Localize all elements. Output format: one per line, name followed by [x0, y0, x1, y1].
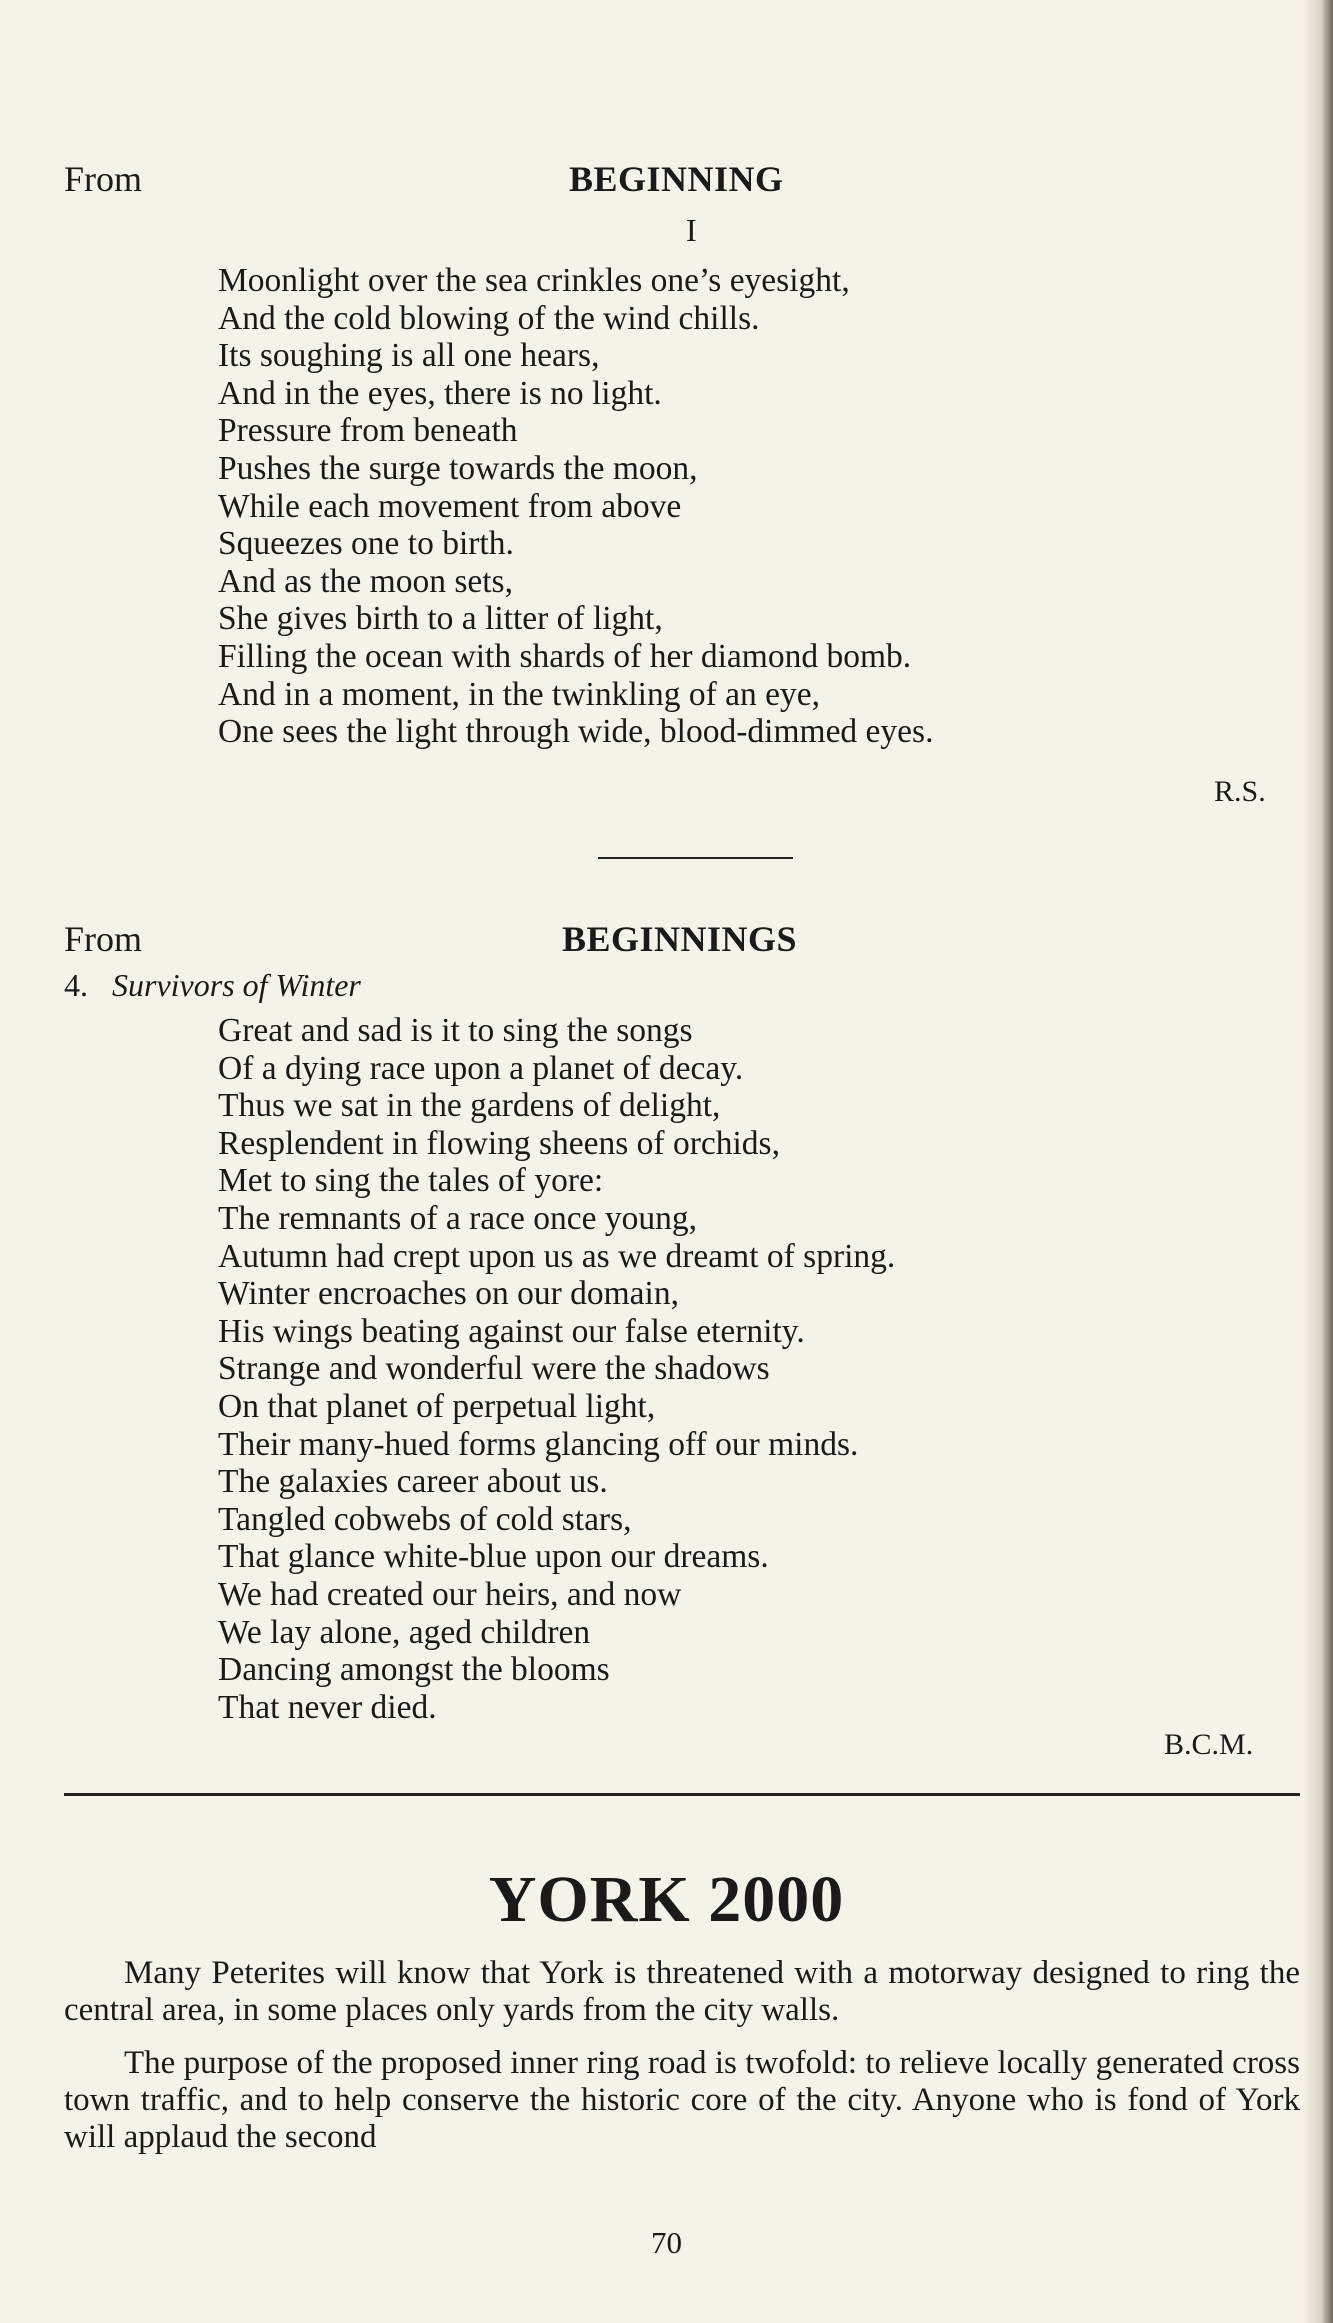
page-binding-shadow: [1303, 0, 1333, 2323]
poem-line: Moonlight over the sea crinkles one’s eyesight,: [218, 262, 850, 299]
poem1-author-initials: R.S.: [1214, 775, 1266, 808]
poem-line: Pushes the surge towards the moon,: [218, 449, 698, 487]
poem-line: On that planet of perpetual light,: [218, 1387, 656, 1425]
article-heading: YORK 2000: [488, 1863, 845, 1936]
poem2-title: BEGINNINGS: [562, 919, 798, 959]
poem-line: Its soughing is all one hears,: [218, 337, 600, 375]
poem-line: Great and sad is it to sing the songs: [218, 1012, 693, 1049]
poem2-section-title: Survivors of Winter: [112, 967, 361, 1003]
poem-line: She gives birth to a litter of light,: [218, 600, 663, 638]
poem2-from-label: From: [64, 919, 143, 959]
page-number: 70: [651, 2225, 682, 2260]
poem-line: That glance white-blue upon our dreams.: [218, 1538, 769, 1576]
poem-line: Pressure from beneath: [218, 412, 518, 450]
poem-line: We had created our heirs, and now: [218, 1575, 682, 1613]
poem-line: The galaxies career about us.: [218, 1463, 608, 1501]
poem-line: Autumn had crept upon us as we dreamt of spring.: [218, 1237, 896, 1275]
poem-line: Their many-hued forms glancing off our minds.: [218, 1425, 859, 1463]
poem2-section-heading: [64, 967, 361, 1004]
poem2-author-initials: B.C.M.: [1164, 1728, 1254, 1761]
poem-line: While each movement from above: [218, 487, 682, 525]
poem1-part-numeral: I: [686, 212, 697, 248]
poem-line: And in the eyes, there is no light.: [218, 374, 662, 412]
poem-line: One sees the light through wide, blood-dimmed eyes.: [218, 713, 934, 751]
poem-line: The remnants of a race once young,: [218, 1199, 698, 1237]
poem1-body: [218, 262, 933, 751]
article-body: [64, 1955, 1300, 2156]
poem-line: Of a dying race upon a planet of decay.: [218, 1049, 744, 1087]
section-divider: [598, 857, 793, 859]
poem1-from-label: From: [64, 159, 143, 199]
poem-line: Winter encroaches on our domain,: [218, 1275, 679, 1313]
poem-line: Squeezes one to birth.: [218, 525, 514, 563]
poem-line: And the cold blowing of the wind chills.: [218, 299, 760, 337]
poem-line: Dancing amongst the blooms: [218, 1651, 610, 1689]
poem-line: Strange and wonderful were the shadows: [218, 1350, 770, 1388]
poem-line: That never died.: [218, 1688, 437, 1726]
poem2-body: [218, 1012, 895, 1726]
article-paragraph: Many Peterites will know that York is threatened with a motorway designed to ring the central area, in some places only yards from the city walls.: [64, 1955, 1300, 2028]
poem-line: And as the moon sets,: [218, 562, 513, 600]
poem-line: His wings beating against our false eternity.: [218, 1312, 805, 1350]
article-divider: [64, 1793, 1300, 1796]
poem2-section-number: 4.: [64, 967, 88, 1003]
poem-line: And in a moment, in the twinkling of an eye,: [218, 675, 820, 713]
poem-line: We lay alone, aged children: [218, 1613, 591, 1651]
poem1-title: BEGINNING: [569, 159, 784, 199]
poem-line: Resplendent in flowing sheens of orchids,: [218, 1124, 780, 1162]
poem-line: Met to sing the tales of yore:: [218, 1162, 604, 1200]
poem-line: Filling the ocean with shards of her diamond bomb.: [218, 637, 912, 675]
article-paragraph: The purpose of the proposed inner ring road is twofold: to relieve locally generated cross town traffic, and to help conserve the historic core of the city. Anyone who is fond of York will applaud the second: [64, 2045, 1300, 2155]
poem-line: Tangled cobwebs of cold stars,: [218, 1500, 632, 1538]
poem-line: Thus we sat in the gardens of delight,: [218, 1087, 721, 1125]
